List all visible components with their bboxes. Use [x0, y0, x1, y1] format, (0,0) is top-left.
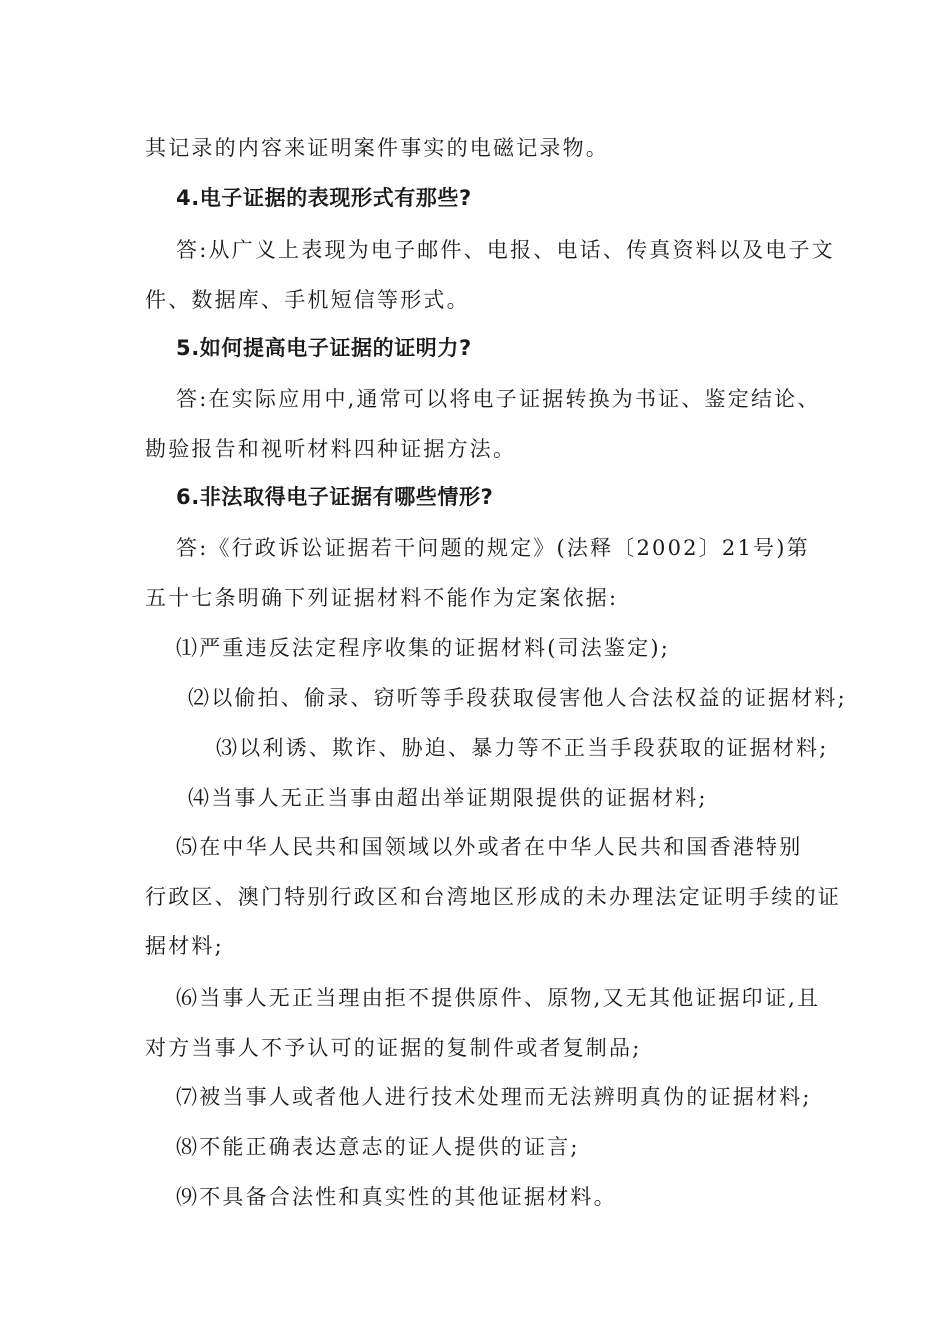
list-item-2: ⑵以偷拍、偷录、窃听等手段获取侵害他人合法权益的证据材料;	[188, 686, 847, 710]
list-item-7: ⑺被当事人或者他人进行技术处理而无法辨明真伪的证据材料;	[176, 1085, 812, 1109]
answer-4-line-2: 件、数据库、手机短信等形式。	[145, 288, 470, 312]
list-item-3: ⑶以利诱、欺诈、胁迫、暴力等不正当手段获取的证据材料;	[216, 736, 829, 760]
list-item-4: ⑷当事人无正当事由超出举证期限提供的证据材料;	[188, 786, 708, 810]
list-item-6-line-1: ⑹当事人无正当理由拒不提供原件、原物,又无其他证据印证,且	[176, 986, 821, 1010]
answer-4-line-1: 答:从广义上表现为电子邮件、电报、电话、传真资料以及电子文	[176, 238, 835, 262]
question-heading-4: 4.电子证据的表现形式有那些?	[176, 186, 472, 210]
answer-6-line-2: 五十七条明确下列证据材料不能作为定案依据:	[145, 586, 619, 610]
list-item-1: ⑴严重违反法定程序收集的证据材料(司法鉴定);	[176, 636, 671, 660]
answer-6-line-1: 答:《行政诉讼证据若干问题的规定》(法释〔2002〕21号)第	[176, 536, 810, 560]
list-item-6-line-2: 对方当事人不予认可的证据的复制件或者复制品;	[145, 1036, 642, 1060]
answer-5-line-1: 答:在实际应用中,通常可以将电子证据转换为书证、鉴定结论、	[176, 387, 821, 411]
question-heading-5: 5.如何提高电子证据的证明力?	[176, 336, 472, 360]
list-item-5-line-1: ⑸在中华人民共和国领域以外或者在中华人民共和国香港特别	[176, 835, 803, 859]
answer-5-line-2: 勘验报告和视听材料四种证据方法。	[145, 437, 517, 461]
list-item-9: ⑼不具备合法性和真实性的其他证据材料。	[176, 1185, 617, 1209]
paragraph-continuation: 其记录的内容来证明案件事实的电磁记录物。	[145, 136, 609, 160]
list-item-5-line-3: 据材料;	[145, 934, 224, 958]
list-item-5-line-2: 行政区、澳门特别行政区和台湾地区形成的未办理法定证明手续的证	[145, 885, 841, 909]
question-heading-6: 6.非法取得电子证据有哪些情形?	[176, 485, 494, 509]
list-item-8: ⑻不能正确表达意志的证人提供的证言;	[176, 1135, 580, 1159]
